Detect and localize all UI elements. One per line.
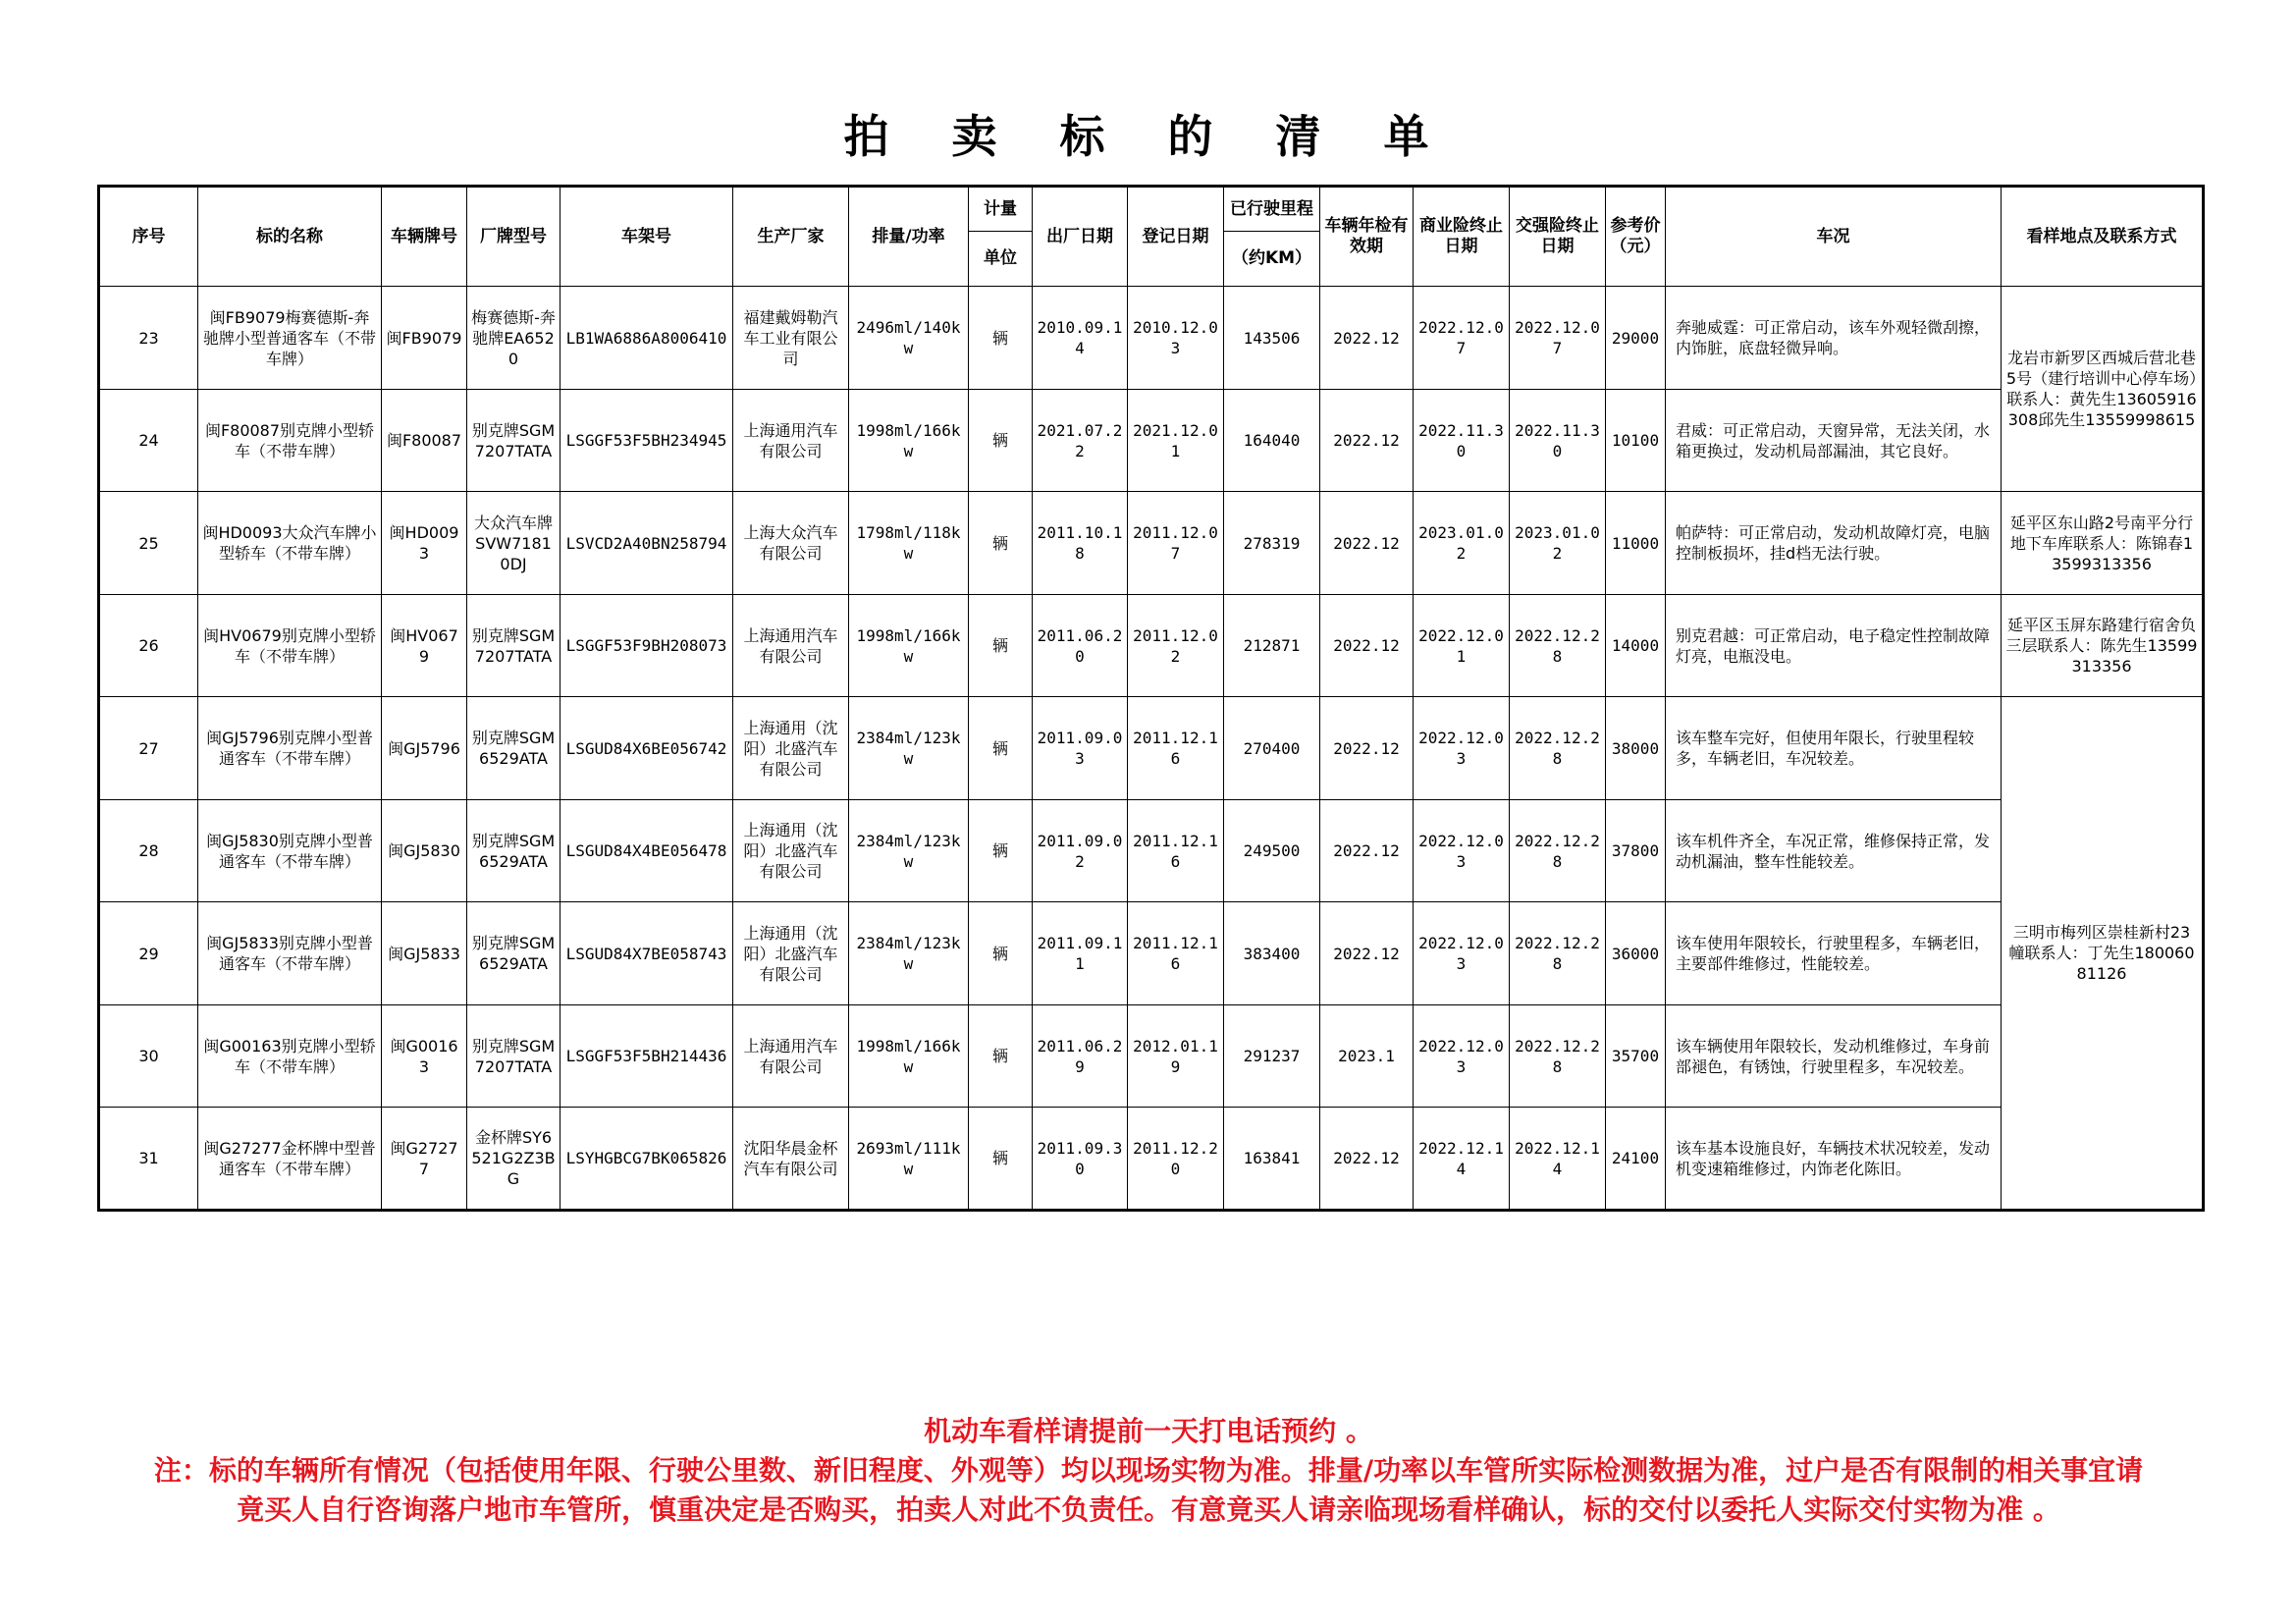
cell-name: 闽HV0679别克牌小型轿车（不带车牌） — [198, 594, 382, 697]
cell-vin: LSYHGBCG7BK065826 — [561, 1108, 733, 1211]
table-row — [99, 697, 2204, 800]
cell-condition: 别克君越：可正常启动，电子稳定性控制故障灯亮，电瓶没电。 — [1666, 594, 2002, 697]
cell-name: 闽G27277金杯牌中型普通客车（不带车牌） — [198, 1108, 382, 1211]
header-unit-bottom: 单位 — [969, 232, 1033, 287]
cell-condition: 君威：可正常启动，天窗异常，无法关闭，水箱更换过，发动机局部漏油，其它良好。 — [1666, 389, 2002, 492]
notice-disclaimer: 注：标的车辆所有情况（包括使用年限、行驶公里数、新旧程度、外观等）均以现场实物为准。排量/功率以车管所实际检测数据为准，过户是否有限制的相关事宜请竟买人自行咨询落户地市车管所，慎重决定是否购买，拍卖人对此不负责任。有意竟买人请亲临现场看样确认，标的交付以委托人实际交付实物为准 。 — [153, 1454, 2144, 1526]
cell-name: 闽GJ5833别克牌小型普通客车（不带车牌） — [198, 902, 382, 1005]
cell-maker: 沈阳华晨金杯汽车有限公司 — [733, 1108, 849, 1211]
cell-mfg-date: 2011.09.03 — [1033, 697, 1128, 800]
cell-mileage: 164040 — [1224, 389, 1320, 492]
cell-plate: 闽FB9079 — [382, 287, 467, 390]
cell-seq: 25 — [99, 492, 198, 595]
table-row — [99, 389, 2204, 492]
cell-vin: LSGUD84X7BE058743 — [561, 902, 733, 1005]
cell-inspection: 2022.12 — [1320, 287, 1414, 390]
table-row — [99, 1108, 2204, 1211]
cell-model: 梅赛德斯-奔驰牌EA6520 — [467, 287, 561, 390]
cell-model: 别克牌SGM6529ATA — [467, 902, 561, 1005]
cell-mfg-date: 2011.06.29 — [1033, 1004, 1128, 1108]
cell-seq: 26 — [99, 594, 198, 697]
cell-commercial-ins: 2022.12.01 — [1414, 594, 1510, 697]
cell-mfg-date: 2011.10.18 — [1033, 492, 1128, 595]
cell-condition: 该车辆使用年限较长，发动机维修过，车身前部褪色，有锈蚀，行驶里程多，车况较差。 — [1666, 1004, 2002, 1108]
header-name: 标的名称 — [198, 187, 382, 287]
cell-mfg-date: 2011.06.20 — [1033, 594, 1128, 697]
cell-compulsory-ins: 2023.01.02 — [1510, 492, 1606, 595]
cell-reg-date: 2011.12.02 — [1128, 594, 1224, 697]
cell-reg-date: 2011.12.20 — [1128, 1108, 1224, 1211]
cell-compulsory-ins: 2022.12.28 — [1510, 1004, 1606, 1108]
table-row — [99, 287, 2204, 390]
cell-commercial-ins: 2022.12.03 — [1414, 902, 1510, 1005]
header-plate: 车辆牌号 — [382, 187, 467, 287]
cell-mfg-date: 2010.09.14 — [1033, 287, 1128, 390]
cell-compulsory-ins: 2022.12.28 — [1510, 902, 1606, 1005]
cell-displacement: 1998ml/166kw — [849, 1004, 969, 1108]
header-condition: 车况 — [1666, 187, 2002, 287]
cell-model: 大众汽车牌SVW71810DJ — [467, 492, 561, 595]
cell-displacement: 1998ml/166kw — [849, 594, 969, 697]
cell-plate: 闽HD0093 — [382, 492, 467, 595]
cell-mfg-date: 2021.07.22 — [1033, 389, 1128, 492]
cell-seq: 24 — [99, 389, 198, 492]
cell-mileage: 383400 — [1224, 902, 1320, 1005]
table-row — [99, 492, 2204, 595]
cell-ref-price: 14000 — [1606, 594, 1666, 697]
cell-commercial-ins: 2022.12.03 — [1414, 799, 1510, 902]
cell-ref-price: 24100 — [1606, 1108, 1666, 1211]
cell-vin: LSGGF53F9BH208073 — [561, 594, 733, 697]
cell-mileage: 249500 — [1224, 799, 1320, 902]
cell-mileage: 163841 — [1224, 1108, 1320, 1211]
cell-name: 闽G00163别克牌小型轿车（不带车牌） — [198, 1004, 382, 1108]
cell-ref-price: 11000 — [1606, 492, 1666, 595]
cell-displacement: 2496ml/140kw — [849, 287, 969, 390]
header-viewing: 看样地点及联系方式 — [2002, 187, 2204, 287]
cell-displacement: 2693ml/111kw — [849, 1108, 969, 1211]
header-mileage-top: 已行驶里程 — [1224, 187, 1320, 232]
cell-unit: 辆 — [969, 492, 1033, 595]
cell-ref-price: 29000 — [1606, 287, 1666, 390]
cell-unit: 辆 — [969, 1004, 1033, 1108]
cell-plate: 闽F80087 — [382, 389, 467, 492]
cell-inspection: 2022.12 — [1320, 697, 1414, 800]
table-row — [99, 594, 2204, 697]
cell-condition: 奔驰威霆：可正常启动，该车外观轻微刮擦，内饰脏，底盘轻微异响。 — [1666, 287, 2002, 390]
cell-maker: 上海通用汽车有限公司 — [733, 1004, 849, 1108]
cell-compulsory-ins: 2022.12.28 — [1510, 799, 1606, 902]
cell-mileage: 212871 — [1224, 594, 1320, 697]
cell-commercial-ins: 2022.12.03 — [1414, 1004, 1510, 1108]
cell-condition: 该车整车完好，但使用年限长，行驶里程较多，车辆老旧，车况较差。 — [1666, 697, 2002, 800]
cell-reg-date: 2011.12.16 — [1128, 697, 1224, 800]
table-row — [99, 1004, 2204, 1108]
cell-displacement: 2384ml/123kw — [849, 902, 969, 1005]
cell-mileage: 143506 — [1224, 287, 1320, 390]
cell-seq: 31 — [99, 1108, 198, 1211]
table-row — [99, 902, 2204, 1005]
header-seq: 序号 — [99, 187, 198, 287]
cell-mfg-date: 2011.09.02 — [1033, 799, 1128, 902]
cell-maker: 上海通用汽车有限公司 — [733, 389, 849, 492]
cell-inspection: 2022.12 — [1320, 1108, 1414, 1211]
cell-compulsory-ins: 2022.11.30 — [1510, 389, 1606, 492]
cell-maker: 上海通用汽车有限公司 — [733, 594, 849, 697]
cell-unit: 辆 — [969, 594, 1033, 697]
cell-unit: 辆 — [969, 799, 1033, 902]
cell-condition: 该车使用年限较长，行驶里程多，车辆老旧，主要部件维修过，性能较差。 — [1666, 902, 2002, 1005]
cell-plate: 闽GJ5833 — [382, 902, 467, 1005]
cell-maker: 上海通用（沈阳）北盛汽车有限公司 — [733, 697, 849, 800]
cell-inspection: 2022.12 — [1320, 902, 1414, 1005]
cell-inspection: 2022.12 — [1320, 492, 1414, 595]
cell-plate: 闽G00163 — [382, 1004, 467, 1108]
header-model: 厂牌型号 — [467, 187, 561, 287]
viewing-location-longyan: 龙岩市新罗区西城后营北巷5号（建行培训中心停车场）联系人：黄先生13605916308邱先生13559998615 — [2002, 287, 2204, 492]
header-reg-date: 登记日期 — [1128, 187, 1224, 287]
cell-inspection: 2022.12 — [1320, 389, 1414, 492]
cell-condition: 该车机件齐全，车况正常，维修保持正常，发动机漏油，整车性能较差。 — [1666, 799, 2002, 902]
cell-model: 别克牌SGM7207TATA — [467, 594, 561, 697]
header-unit-top: 计量 — [969, 187, 1033, 232]
cell-condition: 该车基本设施良好，车辆技术状况较差，发动机变速箱维修过，内饰老化陈旧。 — [1666, 1108, 2002, 1211]
cell-inspection: 2022.12 — [1320, 799, 1414, 902]
cell-plate: 闽GJ5796 — [382, 697, 467, 800]
cell-ref-price: 36000 — [1606, 902, 1666, 1005]
cell-displacement: 1998ml/166kw — [849, 389, 969, 492]
cell-maker: 上海通用（沈阳）北盛汽车有限公司 — [733, 799, 849, 902]
cell-reg-date: 2021.12.01 — [1128, 389, 1224, 492]
cell-commercial-ins: 2022.11.30 — [1414, 389, 1510, 492]
cell-plate: 闽HV0679 — [382, 594, 467, 697]
cell-commercial-ins: 2022.12.14 — [1414, 1108, 1510, 1211]
cell-model: 别克牌SGM7207TATA — [467, 389, 561, 492]
cell-model: 金杯牌SY6521G2Z3BG — [467, 1108, 561, 1211]
cell-name: 闽HD0093大众汽车牌小型轿车（不带车牌） — [198, 492, 382, 595]
viewing-location-sanming: 三明市梅列区崇桂新村23幢联系人：丁先生18006081126 — [2002, 697, 2204, 1211]
cell-displacement: 2384ml/123kw — [849, 697, 969, 800]
cell-reg-date: 2011.12.16 — [1128, 799, 1224, 902]
cell-reg-date: 2010.12.03 — [1128, 287, 1224, 390]
cell-compulsory-ins: 2022.12.28 — [1510, 594, 1606, 697]
cell-ref-price: 10100 — [1606, 389, 1666, 492]
cell-name: 闽F80087别克牌小型轿车（不带车牌） — [198, 389, 382, 492]
cell-seq: 23 — [99, 287, 198, 390]
cell-model: 别克牌SGM7207TATA — [467, 1004, 561, 1108]
header-vin: 车架号 — [561, 187, 733, 287]
cell-name: 闽GJ5830别克牌小型普通客车（不带车牌） — [198, 799, 382, 902]
cell-mileage: 270400 — [1224, 697, 1320, 800]
cell-plate: 闽GJ5830 — [382, 799, 467, 902]
cell-vin: LSGUD84X4BE056478 — [561, 799, 733, 902]
cell-displacement: 1798ml/118kw — [849, 492, 969, 595]
cell-unit: 辆 — [969, 697, 1033, 800]
cell-reg-date: 2011.12.16 — [1128, 902, 1224, 1005]
cell-vin: LSGUD84X6BE056742 — [561, 697, 733, 800]
viewing-location-yuping: 延平区玉屏东路建行宿舍负三层联系人：陈先生13599313356 — [2002, 594, 2204, 697]
cell-seq: 27 — [99, 697, 198, 800]
header-mileage-bottom: （约KM） — [1224, 232, 1320, 287]
cell-displacement: 2384ml/123kw — [849, 799, 969, 902]
cell-seq: 28 — [99, 799, 198, 902]
cell-maker: 福建戴姆勒汽车工业有限公司 — [733, 287, 849, 390]
cell-maker: 上海大众汽车有限公司 — [733, 492, 849, 595]
viewing-location-dongshan: 延平区东山路2号南平分行地下车库联系人：陈锦春13599313356 — [2002, 492, 2204, 595]
cell-reg-date: 2012.01.19 — [1128, 1004, 1224, 1108]
cell-commercial-ins: 2023.01.02 — [1414, 492, 1510, 595]
cell-inspection: 2022.12 — [1320, 594, 1414, 697]
cell-compulsory-ins: 2022.12.07 — [1510, 287, 1606, 390]
table-row — [99, 799, 2204, 902]
header-mfg-date: 出厂日期 — [1033, 187, 1128, 287]
cell-unit: 辆 — [969, 389, 1033, 492]
cell-mfg-date: 2011.09.11 — [1033, 902, 1128, 1005]
cell-commercial-ins: 2022.12.07 — [1414, 287, 1510, 390]
header-inspection: 车辆年检有效期 — [1320, 187, 1414, 287]
header-compulsory-ins: 交强险终止日期 — [1510, 187, 1606, 287]
cell-model: 别克牌SGM6529ATA — [467, 697, 561, 800]
cell-inspection: 2023.1 — [1320, 1004, 1414, 1108]
cell-unit: 辆 — [969, 287, 1033, 390]
cell-vin: LSGGF53F5BH214436 — [561, 1004, 733, 1108]
notice-block — [147, 1412, 2150, 1530]
cell-commercial-ins: 2022.12.03 — [1414, 697, 1510, 800]
cell-mileage: 278319 — [1224, 492, 1320, 595]
cell-seq: 30 — [99, 1004, 198, 1108]
cell-unit: 辆 — [969, 1108, 1033, 1211]
cell-ref-price: 38000 — [1606, 697, 1666, 800]
cell-plate: 闽G27277 — [382, 1108, 467, 1211]
header-maker: 生产厂家 — [733, 187, 849, 287]
cell-mfg-date: 2011.09.30 — [1033, 1108, 1128, 1211]
cell-unit: 辆 — [969, 902, 1033, 1005]
cell-maker: 上海通用（沈阳）北盛汽车有限公司 — [733, 902, 849, 1005]
cell-reg-date: 2011.12.07 — [1128, 492, 1224, 595]
cell-compulsory-ins: 2022.12.14 — [1510, 1108, 1606, 1211]
page-title: 拍 卖 标 的 清 单 — [843, 110, 1453, 163]
cell-vin: LSGGF53F5BH234945 — [561, 389, 733, 492]
cell-seq: 29 — [99, 902, 198, 1005]
cell-ref-price: 35700 — [1606, 1004, 1666, 1108]
notice-appointment: 机动车看样请提前一天打电话预约 。 — [924, 1415, 1373, 1447]
cell-name: 闽FB9079梅赛德斯-奔驰牌小型普通客车（不带车牌） — [198, 287, 382, 390]
cell-condition: 帕萨特：可正常启动，发动机故障灯亮，电脑控制板损坏，挂d档无法行驶。 — [1666, 492, 2002, 595]
cell-mileage: 291237 — [1224, 1004, 1320, 1108]
header-ref-price: 参考价（元） — [1606, 187, 1666, 287]
cell-model: 别克牌SGM6529ATA — [467, 799, 561, 902]
header-commercial-ins: 商业险终止日期 — [1414, 187, 1510, 287]
header-row — [99, 187, 2204, 232]
header-displacement: 排量/功率 — [849, 187, 969, 287]
auction-table — [97, 185, 2205, 1212]
cell-name: 闽GJ5796别克牌小型普通客车（不带车牌） — [198, 697, 382, 800]
cell-vin: LB1WA6886A8006410 — [561, 287, 733, 390]
cell-ref-price: 37800 — [1606, 799, 1666, 902]
cell-vin: LSVCD2A40BN258794 — [561, 492, 733, 595]
cell-compulsory-ins: 2022.12.28 — [1510, 697, 1606, 800]
